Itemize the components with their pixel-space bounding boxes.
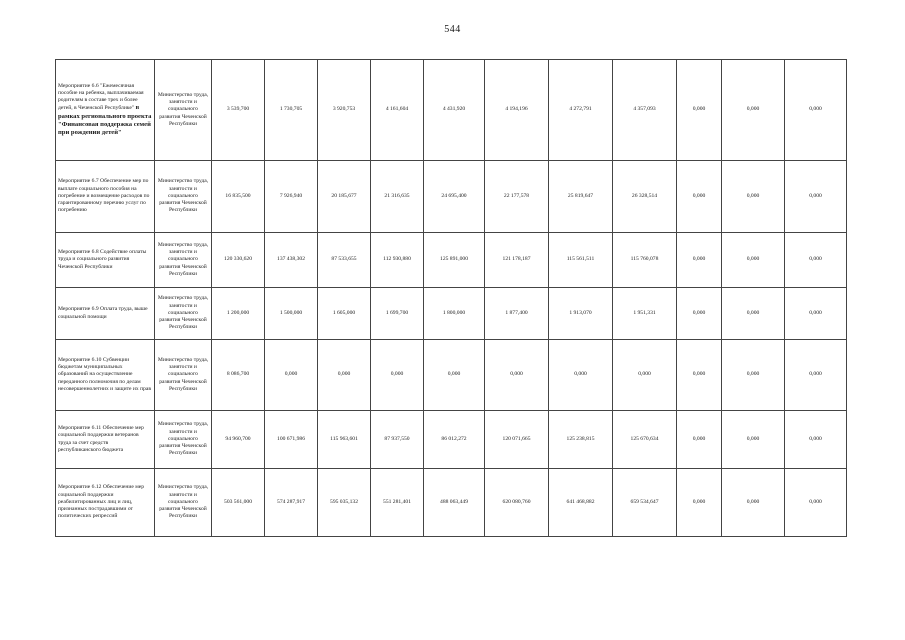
value-cell: 0,000 — [677, 60, 722, 161]
value-cell: 3 539,700 — [212, 60, 265, 161]
value-cell: 0,000 — [722, 60, 785, 161]
value-cell: 659 534,647 — [613, 469, 677, 537]
executor-cell: Министерство труда, занятости и социального развития Чеченской Республики — [155, 60, 212, 161]
budget-table — [55, 59, 847, 537]
executor-cell: Министерство труда, занятости и социального развития Чеченской Республики — [155, 161, 212, 233]
measure-name: Мероприятие 6.10 Субвенции бюджетам муниципальных образований на осуществление переданного полномочия по делам несовершеннолетних и защите их прав — [58, 356, 151, 392]
value-cell: 0,000 — [677, 161, 722, 233]
value-cell: 137 438,302 — [265, 233, 318, 288]
value-cell: 3 920,753 — [318, 60, 371, 161]
value-cell: 20 185,677 — [318, 161, 371, 233]
measure-name: Мероприятие 6.8 Содействие оплаты труда и социального развития Чеченской Республики — [58, 249, 147, 270]
value-cell: 1 800,000 — [424, 288, 485, 340]
value-cell: 120 071,665 — [485, 411, 549, 469]
executor-cell: Министерство труда, занятости и социального развития Чеченской Республики — [155, 233, 212, 288]
value-cell: 0,000 — [785, 411, 847, 469]
value-cell: 0,000 — [785, 469, 847, 537]
value-cell: 0,000 — [613, 340, 677, 411]
value-cell: 0,000 — [722, 411, 785, 469]
value-cell: 0,000 — [265, 340, 318, 411]
value-cell: 620 080,760 — [485, 469, 549, 537]
value-cell: 0,000 — [318, 340, 371, 411]
executor-cell: Министерство труда, занятости и социального развития Чеченской Республики — [155, 340, 212, 411]
value-cell: 4 161,604 — [371, 60, 424, 161]
executor-cell: Министерство труда, занятости и социального развития Чеченской Республики — [155, 469, 212, 537]
value-cell: 0,000 — [785, 233, 847, 288]
value-cell: 24 695,400 — [424, 161, 485, 233]
table-row — [56, 233, 847, 288]
value-cell: 0,000 — [677, 340, 722, 411]
value-cell: 8 086,700 — [212, 340, 265, 411]
value-cell: 121 178,187 — [485, 233, 549, 288]
table-row — [56, 469, 847, 537]
table-row — [56, 60, 847, 161]
value-cell: 7 926,940 — [265, 161, 318, 233]
value-cell: 551 281,401 — [371, 469, 424, 537]
value-cell: 115 963,601 — [318, 411, 371, 469]
table-row — [56, 288, 847, 340]
value-cell: 0,000 — [785, 161, 847, 233]
value-cell: 1 605,000 — [318, 288, 371, 340]
value-cell: 641 468,882 — [549, 469, 613, 537]
value-cell: 1 951,331 — [613, 288, 677, 340]
value-cell: 125 238,815 — [549, 411, 613, 469]
value-cell: 0,000 — [677, 233, 722, 288]
measure-name-cell — [56, 288, 155, 340]
value-cell: 574 287,917 — [265, 469, 318, 537]
value-cell: 115 760,078 — [613, 233, 677, 288]
value-cell: 0,000 — [785, 340, 847, 411]
value-cell: 0,000 — [722, 288, 785, 340]
measure-name-cell — [56, 60, 155, 161]
value-cell: 1 200,000 — [212, 288, 265, 340]
value-cell: 125 670,634 — [613, 411, 677, 469]
value-cell: 0,000 — [785, 60, 847, 161]
table-body — [56, 60, 847, 537]
value-cell: 0,000 — [677, 469, 722, 537]
value-cell: 503 561,000 — [212, 469, 265, 537]
value-cell: 0,000 — [485, 340, 549, 411]
measure-name: Мероприятие 6.12 Обеспечение мер социальной поддержки реабилитированных лиц и лиц, признанных пострадавшими от политических репрессий — [58, 484, 145, 520]
value-cell: 488 063,449 — [424, 469, 485, 537]
value-cell: 94 960,700 — [212, 411, 265, 469]
value-cell: 0,000 — [722, 340, 785, 411]
measure-name: Мероприятие 6.7 Обеспечение мер по выплате социального пособия на погребение и возмещение расходов по гарантированному перечню услуг по погребению — [58, 178, 150, 214]
value-cell: 22 177,578 — [485, 161, 549, 233]
value-cell: 21 316,635 — [371, 161, 424, 233]
measure-name-cell — [56, 469, 155, 537]
value-cell: 100 671,986 — [265, 411, 318, 469]
value-cell: 0,000 — [722, 161, 785, 233]
measure-name: Мероприятие 6.9 Оплата труда, выше социальной помощи — [58, 306, 148, 320]
value-cell: 0,000 — [677, 411, 722, 469]
value-cell: 16 835,500 — [212, 161, 265, 233]
value-cell: 0,000 — [549, 340, 613, 411]
value-cell: 4 357,093 — [613, 60, 677, 161]
executor-cell: Министерство труда, занятости и социального развития Чеченской Республики — [155, 411, 212, 469]
value-cell: 125 891,000 — [424, 233, 485, 288]
value-cell: 0,000 — [722, 469, 785, 537]
value-cell: 0,000 — [677, 288, 722, 340]
value-cell: 86 012,272 — [424, 411, 485, 469]
executor-cell: Министерство труда, занятости и социального развития Чеченской Республики — [155, 288, 212, 340]
value-cell: 4 272,791 — [549, 60, 613, 161]
value-cell: 0,000 — [785, 288, 847, 340]
measure-name-cell — [56, 340, 155, 411]
value-cell: 87 937,550 — [371, 411, 424, 469]
value-cell: 0,000 — [722, 233, 785, 288]
table-row — [56, 161, 847, 233]
measure-name: Мероприятие 6.11 Обеспечение мер социальной поддержки ветеранов труда за счет средств республиканского бюджета — [58, 424, 144, 453]
value-cell: 26 328,514 — [613, 161, 677, 233]
value-cell: 1 877,400 — [485, 288, 549, 340]
value-cell: 120 330,620 — [212, 233, 265, 288]
measure-name-cell — [56, 161, 155, 233]
table-row — [56, 411, 847, 469]
measure-name-cell — [56, 411, 155, 469]
table-row — [56, 340, 847, 411]
measure-name: Мероприятие 6.6 "Ежемесячная пособие на ребенка, выплачиваемая родителям в составе трех и более детей, в Чеченской Республике" — [58, 82, 144, 112]
value-cell: 25 819,647 — [549, 161, 613, 233]
value-cell: 595 035,132 — [318, 469, 371, 537]
page-number: 544 — [444, 24, 461, 35]
value-cell: 112 930,880 — [371, 233, 424, 288]
value-cell: 4 194,196 — [485, 60, 549, 161]
regional-project-name: в рамках регионального проекта "Финансовая поддержка семей при рождении детей" — [58, 104, 152, 137]
value-cell: 0,000 — [424, 340, 485, 411]
value-cell: 1 913,070 — [549, 288, 613, 340]
value-cell: 0,000 — [371, 340, 424, 411]
value-cell: 115 561,511 — [549, 233, 613, 288]
value-cell: 87 533,655 — [318, 233, 371, 288]
measure-name-cell — [56, 233, 155, 288]
value-cell: 1 500,000 — [265, 288, 318, 340]
value-cell: 1 699,700 — [371, 288, 424, 340]
value-cell: 4 431,920 — [424, 60, 485, 161]
value-cell: 1 730,705 — [265, 60, 318, 161]
